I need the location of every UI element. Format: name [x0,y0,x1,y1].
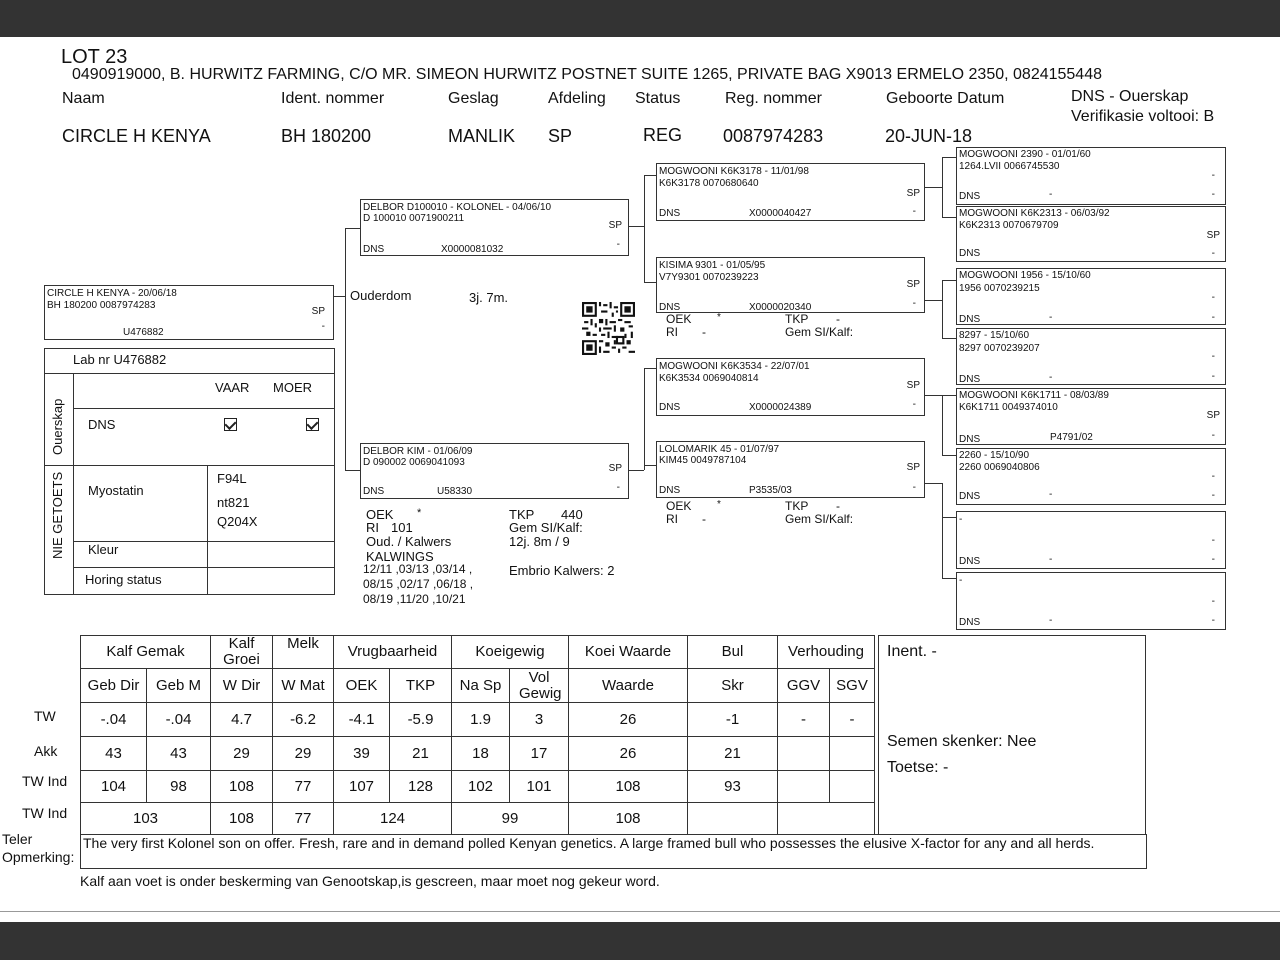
row-label-akk: Akk [34,743,58,759]
owner-line: 0490919000, B. HURWITZ FARMING, C/O MR. SIMEON HURWITZ POSTNET SUITE 1265, PRIVATE BAG X9013 ERMELO 2350, 0824155448 [72,66,1102,83]
dam-age: 12j. 8m / 9 [509,534,570,549]
twind-cell: 104 [81,771,147,803]
ggp-dns: DNS [959,248,981,259]
tw-cell: -1 [688,703,778,737]
sd-gem: Gem SI/Kalf: [785,325,854,339]
ggp-dash: - [1211,535,1215,546]
ggp-dash: - [1211,189,1215,200]
twind-cell: 107 [334,771,390,803]
divider [73,567,334,568]
akk-cell: 26 [569,737,688,771]
header-dns: DNS - Ouerskap [1071,88,1189,105]
index-table [80,635,875,835]
dam-sire-dns: DNS [659,402,681,413]
sd-oek: OEK [666,312,692,326]
tw-cell: 26 [569,703,688,737]
ggp-title: 8297 - 15/10/60 [959,330,1030,341]
ggp-box-4 [956,328,1226,385]
dam-title: DELBOR KIM - 01/06/09 [363,446,473,457]
sd-tkp: TKP [785,312,809,326]
ggp-dns: DNS [959,556,981,567]
lot-number: LOT 23 [61,46,128,68]
divider [45,465,334,466]
divider [207,465,208,595]
twind-cell [778,771,830,803]
ggp-dns: DNS [959,434,981,445]
dd-oek: OEK [666,499,692,513]
dd-oek-value: * [717,499,721,510]
subject-dash: - [321,321,325,332]
ggp-dash: - [1211,248,1215,259]
ggp-dash: - [1211,351,1215,362]
ggp-title: MOGWOONI 1956 - 15/10/60 [959,270,1091,281]
col-header: TKP [390,669,452,703]
sire-sire-title: MOGWOONI K6K3178 - 11/01/98 [659,166,809,177]
connector [345,228,360,229]
connector [644,282,656,283]
group-header [211,636,273,669]
subject-id: BH 180200 0087974283 [47,300,156,311]
sd-oek-value: * [717,312,721,323]
ggp-box-5 [956,388,1226,445]
tw-cell: 1.9 [452,703,510,737]
col-header: OEK [334,669,390,703]
sire-dam-dash: - [912,298,916,309]
connector [942,517,956,518]
dam-dns: DNS [363,486,385,497]
twind2-cell [688,803,778,835]
connector [925,187,942,188]
myostatin-value: F94L [217,471,247,486]
row-label-twind: TW Ind [22,773,68,789]
calving-dates: 08/15 ,02/17 ,06/18 , [363,577,474,591]
subject-title: CIRCLE H KENYA - 20/06/18 [47,288,177,299]
row-label-twind: TW Ind [22,805,68,821]
animal-afdeling: SP [548,126,573,146]
ggp-box-6 [956,448,1226,505]
lab-nr: Lab nr U476882 [73,352,167,367]
sire-dam-dns: DNS [659,302,681,313]
group-header-kalf-groei: Kalf Groei [223,635,260,668]
sire-sire-sp: SP [906,188,920,199]
remarks-box [80,834,1147,869]
col-header: Geb Dir [81,669,147,703]
sire-box [360,199,629,256]
remarks-label: Opmerking: [2,849,75,865]
twind2-cell [778,803,875,835]
dns-label: DNS [88,417,116,432]
akk-cell: 17 [510,737,569,771]
connector [629,470,644,471]
connector [942,395,943,455]
ggp-title: MOGWOONI K6K2313 - 06/03/92 [959,208,1110,219]
tw-cell: -4.1 [334,703,390,737]
tw-cell: 3 [510,703,569,737]
col-header: SGV [830,669,875,703]
col-header: GGV [778,669,830,703]
inent: Inent. - [887,643,937,660]
tw-cell: 4.7 [211,703,273,737]
ggp-box-2 [956,206,1226,262]
moer-checkbox [306,418,319,431]
ggp-dnsval: - [1049,554,1053,565]
col-header: Na Sp [452,669,510,703]
dd-tkp-value: - [836,499,840,513]
ggp-dash: - [1211,554,1215,565]
group-header: Koeigewig [452,636,569,669]
connector [345,470,360,471]
dam-sire-code: X0000024389 [749,402,812,413]
tw-cell: - [830,703,875,737]
connector [644,368,656,369]
ggp-dnsval: - [1049,489,1053,500]
dam-tkp-value: 440 [561,507,583,522]
ggp-dash: - [1211,596,1215,607]
akk-cell: 18 [452,737,510,771]
connector [942,395,956,396]
ggp-title: MOGWOONI 2390 - 01/01/60 [959,149,1091,160]
twind-cell: 101 [510,771,569,803]
connector [629,226,644,227]
connector [942,217,956,218]
dam-code: U58330 [437,486,473,497]
twind-cell: 108 [569,771,688,803]
akk-cell: 43 [81,737,147,771]
dam-tkp: TKP [509,507,535,522]
ggp-box-1 [956,147,1226,205]
connector [942,280,943,338]
myostatin-value: Q204X [217,514,258,529]
sire-dash: - [616,239,620,250]
tw-cell: - [778,703,830,737]
ggp-id: 1264.LVII 0066745530 [959,161,1060,172]
dam-sire-sp: SP [906,380,920,391]
animal-ident: BH 180200 [281,126,372,146]
connector [942,280,956,281]
connector [644,368,645,470]
sire-sire-dash: - [912,206,916,217]
twind-cell: 108 [211,771,273,803]
header-reg: Reg. nommer [725,90,822,107]
sire-title: DELBOR D100010 - KOLONEL - 04/06/10 [363,202,552,213]
moer-header: MOER [273,380,312,395]
ggp-title: - [959,575,963,586]
dam-dam-id: KIM45 0049787104 [659,455,747,466]
connector [644,175,656,176]
group-header: Koei Waarde [569,636,688,669]
ouerskap-label: Ouerskap [50,398,65,455]
sire-dam-code: X0000020340 [749,302,812,313]
side-info-box [878,635,1146,835]
ggp-dns: DNS [959,191,981,202]
sd-ri-value: - [702,325,706,339]
ggp-dns: DNS [959,374,981,385]
sire-dam-sp: SP [906,279,920,290]
animal-status: REG [643,125,683,145]
footer-note: Kalf aan voet is onder beskerming van Genootskap,is gescreen, maar moet nog gekeur word. [80,873,660,889]
twind-cell: 77 [273,771,334,803]
ggp-id: K6K1711 0049374010 [959,402,1058,413]
akk-cell [778,737,830,771]
akk-cell: 39 [334,737,390,771]
tw-cell: -6.2 [273,703,334,737]
ggp-dash: - [1211,371,1215,382]
twind2-cell: 108 [569,803,688,835]
ggp-dash: - [1211,312,1215,323]
connector [925,300,942,301]
animal-geslag: MANLIK [448,126,516,146]
top-bar [0,0,1280,37]
ggp-dnsval: - [1049,615,1053,626]
bottom-bar [0,922,1280,960]
dam-oek-value: * [417,507,422,519]
header-status: Status [635,90,681,107]
dd-gem: Gem SI/Kalf: [785,512,854,526]
dam-oek: OEK [366,507,394,522]
dam-oud-label: Oud. / Kalwers [366,534,452,549]
col-header [510,669,569,703]
ggp-dash: - [1211,170,1215,181]
connector [334,296,345,297]
twind2-cell: 103 [81,803,211,835]
ggp-title: - [959,514,963,525]
connector [644,465,656,466]
toetse: Toetse: - [887,759,949,776]
sire-sire-dns: DNS [659,208,681,219]
connector [345,228,346,470]
header-afdeling: Afdeling [548,90,606,107]
ggp-dns: DNS [959,314,981,325]
connector [942,578,956,579]
ggp-dnsval: - [1049,189,1053,200]
sire-id: D 100010 0071900211 [363,213,465,224]
twind2-cell: 124 [334,803,452,835]
semen-skenker: Semen skenker: Nee [887,733,1037,750]
dam-dash: - [616,482,620,493]
subject-sp: SP [311,306,325,317]
calving-dates: 08/19 ,11/20 ,10/21 [363,592,466,606]
ggp-dash: - [1211,471,1215,482]
sire-dam-box [656,257,925,313]
animal-name: CIRCLE H KENYA [62,126,211,146]
sire-sire-code: X0000040427 [749,208,812,219]
connector [942,338,956,339]
dd-ri: RI [666,512,678,526]
akk-cell: 29 [273,737,334,771]
bottom-rule [0,911,1280,912]
dam-sp: SP [608,463,622,474]
qr-code [582,302,635,355]
header-geslag: Geslag [448,90,499,107]
akk-cell: 29 [211,737,273,771]
connector [925,395,942,396]
connector [942,157,956,158]
twind-cell: 98 [147,771,211,803]
ggp-id: 2260 0069040806 [959,462,1040,473]
horing-label: Horing status [85,572,162,587]
ggp-id: 1956 0070239215 [959,283,1040,294]
tw-cell: -.04 [147,703,211,737]
ggp-title: 2260 - 15/10/90 [959,450,1030,461]
twind2-cell: 77 [273,803,334,835]
ggp-dnsval: - [1049,372,1053,383]
remarks-text: The very first Kolonel son on offer. Fresh, rare and in demand polled Kenyan genetics. A large framed bull who possesses the elusive X-factor for any and all herds. [83,835,1095,851]
ggp-dash: - [1211,292,1215,303]
ggp-dnsval: P4791/02 [1050,432,1093,443]
sire-sp: SP [608,220,622,231]
animal-geboorte: 20-JUN-18 [885,126,973,146]
subject-box [44,285,334,340]
connector [644,175,645,282]
remarks-label: Teler [2,831,33,847]
sd-ri: RI [666,325,678,339]
myostatin-value: nt821 [217,495,250,510]
akk-cell: 21 [390,737,452,771]
ggp-dash: - [1211,490,1215,501]
connector [942,157,943,217]
dd-tkp: TKP [785,499,809,513]
sire-dam-title: KISIMA 9301 - 01/05/95 [659,260,766,271]
dam-dam-dns: DNS [659,485,681,496]
col-header: Waarde [569,669,688,703]
group-header: Bul [688,636,778,669]
akk-cell: 43 [147,737,211,771]
group-header: Vrugbaarheid [334,636,452,669]
twind-cell: 93 [688,771,778,803]
ggp-dash: - [1211,430,1215,441]
dam-dam-code: P3535/03 [749,485,792,496]
divider [73,408,334,409]
header-ident: Ident. nommer [281,90,385,107]
sire-code: X0000081032 [441,244,504,255]
row-label-tw: TW [34,708,56,724]
twind-cell [830,771,875,803]
twind-cell: 102 [452,771,510,803]
sd-tkp-value: - [836,312,840,326]
lab-box [44,348,335,595]
dam-id: D 090002 0069041093 [363,457,465,468]
group-header: Verhouding [778,636,875,669]
dam-sire-box [656,358,925,416]
tw-cell: -.04 [81,703,147,737]
subject-code: U476882 [123,327,164,338]
kalwings-label: KALWINGS [366,549,434,564]
dam-dam-sp: SP [906,462,920,473]
dam-gem: Gem SI/Kalf: [509,520,583,535]
embrio-kalwers: Embrio Kalwers: 2 [509,563,615,578]
ggp-dns: DNS [959,491,981,502]
header-verifikasie: Verifikasie voltooi: B [1071,108,1215,125]
ggp-id: 8297 0070239207 [959,343,1040,354]
tw-cell: -5.9 [390,703,452,737]
ggp-title: MOGWOONI K6K1711 - 08/03/89 [959,390,1109,401]
twind2-cell: 108 [211,803,273,835]
connector [942,455,956,456]
header-geboorte: Geboorte Datum [886,90,1005,107]
divider [73,373,74,595]
vaar-checkbox [224,418,237,431]
ggp-id: K6K2313 0070679709 [959,220,1059,231]
akk-cell: 21 [688,737,778,771]
col-header: Skr [688,669,778,703]
dam-sire-id: K6K3534 0069040814 [659,373,759,384]
twind-cell: 128 [390,771,452,803]
connector [925,483,942,484]
calving-dates: 12/11 ,03/13 ,03/14 , [363,562,473,576]
group-header: Melk [273,636,334,669]
akk-cell [830,737,875,771]
sire-dns: DNS [363,244,385,255]
myostatin-label: Myostatin [88,483,144,498]
dam-sire-title: MOGWOONI K6K3534 - 22/07/01 [659,361,810,372]
nie-getoets-label: NIE GETOETS [50,471,65,559]
dam-dam-dash: - [912,482,916,493]
ggp-box-3 [956,268,1226,325]
sire-dam-id: V7Y9301 0070239223 [659,272,759,283]
vaar-header: VAAR [215,380,250,395]
dd-ri-value: - [702,512,706,526]
dam-ri-value: 101 [391,520,413,535]
twind2-cell: 99 [452,803,569,835]
dam-dam-title: LOLOMARIK 45 - 01/07/97 [659,444,780,455]
dam-sire-dash: - [912,399,916,410]
group-header: Kalf Gemak [81,636,211,669]
col-header: W Dir [211,669,273,703]
sire-sire-id: K6K3178 0070680640 [659,178,759,189]
header-naam: Naam [62,90,105,107]
sire-sire-box [656,163,925,221]
ouderdom-value: 3j. 7m. [469,290,509,305]
dam-ri: RI [366,520,379,535]
ggp-dash: - [1211,615,1215,626]
ggp-sp: SP [1206,410,1220,421]
animal-reg: 0087974283 [723,126,824,146]
ouderdom-label: Ouderdom [350,288,412,303]
col-header: W Mat [273,669,334,703]
connector [942,483,943,578]
dam-dam-box [656,441,925,498]
divider [45,373,334,374]
ggp-dnsval: - [1049,312,1053,323]
kleur-label: Kleur [88,542,119,557]
ggp-box-7 [956,511,1226,569]
dam-box [360,443,629,499]
ggp-box-8 [956,572,1226,630]
ggp-sp: SP [1206,230,1220,241]
ggp-dns: DNS [959,617,981,628]
col-header: Geb M [147,669,211,703]
col-header-vol-gewig: Vol Gewig [519,668,562,702]
